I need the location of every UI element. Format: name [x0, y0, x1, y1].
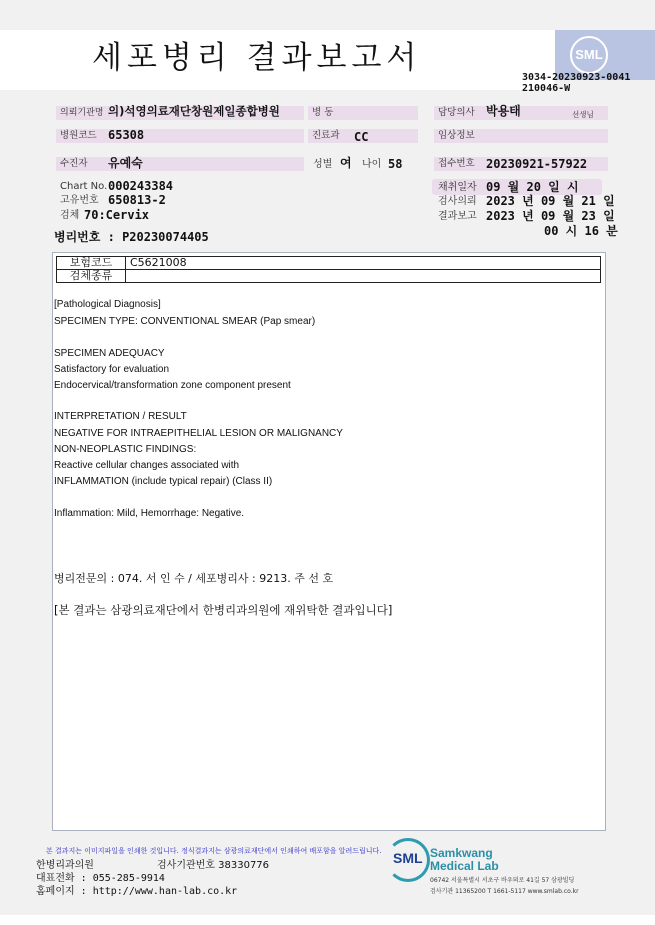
report-line: Satisfactory for evaluation — [54, 364, 170, 375]
specimen-value: 70:Cervix — [84, 208, 150, 222]
specialists-line: 병리전문의 : 074. 서 인 수 / 세포병리사 : 9213. 주 선 호 — [54, 572, 334, 585]
client-label: 의뢰기관명 — [60, 108, 104, 118]
report-line: NON-NEOPLASTIC FINDINGS: — [54, 444, 197, 455]
report-code — [522, 72, 630, 94]
report-code-line-2: 210046-W — [522, 83, 571, 94]
client-value: 의)석영의료재단창원제일종합병원 — [108, 104, 280, 118]
report-title: 세포병리 결과보고서 — [92, 40, 422, 76]
hospital-code-label: 병원코드 — [56, 129, 304, 143]
department-value: CC — [354, 130, 369, 144]
insurance-code-label: 보험코드 — [57, 257, 126, 270]
lab-name: Samkwang Medical Lab — [430, 846, 499, 873]
collected-label: 채취일자 — [438, 182, 477, 193]
doctor-suffix: 선생님 — [572, 110, 594, 119]
patient-label: 수진자 — [56, 157, 304, 171]
report-line: INTERPRETATION / RESULT — [54, 411, 187, 422]
footer-homepage: 홈페이지 : http://www.han-lab.co.kr — [36, 886, 238, 897]
pathology-no-label: 병리번호 : — [54, 230, 115, 244]
report-line: SPECIMEN TYPE: CONVENTIONAL SMEAR (Pap smear) — [54, 316, 316, 327]
report-line: INFLAMMATION (include typical repair) (Class II) — [54, 476, 273, 487]
doctor-value: 박용태 — [486, 104, 521, 118]
clinical-info-label: 임상정보 — [434, 129, 608, 143]
receipt-no-label: 접수번호 — [434, 157, 608, 171]
age-value: 58 — [388, 157, 403, 171]
insurance-code-value: C5621008 — [126, 257, 601, 270]
hospital-code-value: 65308 — [108, 128, 145, 142]
footer-notice: 본 결과지는 이미지파일을 인쇄한 것입니다. 정식결과지는 삼광의료재단에서 인쇄하여 배포함을 알려드립니다. — [46, 847, 382, 855]
footer-phone: 대표전화 : 055-285-9914 — [36, 873, 165, 884]
reported-value: 2023 년 09 월 23 일 — [486, 209, 615, 223]
lab-contact: 검사기관 11365200 T 1661-5117 www.smlab.co.kr — [430, 888, 579, 895]
reported-label: 결과보고 — [438, 211, 477, 222]
lab-address: 06742 서울특별시 서초구 바우뫼로 41길 57 삼광빌딩 — [430, 877, 575, 884]
report-code-line-1: 3034-20230923-0041 — [522, 72, 631, 83]
report-line: Reactive cellular changes associated with — [54, 460, 240, 471]
sex-label: 성별 — [313, 159, 333, 170]
age-label: 나이 — [362, 159, 382, 170]
specimen-type-value — [126, 270, 601, 283]
specimen-label: 검체 — [60, 210, 80, 221]
clinic-name: 한병리과의원 — [36, 860, 94, 871]
report-line: [Pathological Diagnosis] — [54, 299, 161, 310]
insurance-code-row — [57, 257, 601, 270]
requested-value: 2023 년 09 월 21 일 — [486, 194, 615, 208]
report-line: Inflammation: Mild, Hemorrhage: Negative. — [54, 508, 245, 519]
doctor-label: 담당의사 — [434, 106, 608, 120]
pathology-no-value: P20230074405 — [122, 230, 209, 244]
consignment-note: [본 결과는 삼광의료재단에서 한병리과의원에 재위탁한 결과입니다] — [54, 603, 393, 617]
collected-value: 09 월 20 일 시 — [486, 180, 579, 194]
ward-label: 병 동 — [308, 106, 418, 120]
requested-label: 검사의뢰 — [438, 196, 477, 207]
chart-no-label: Chart No. — [60, 181, 108, 192]
id-no-value: 650813-2 — [108, 193, 166, 207]
report-line: Endocervical/transformation zone component present — [54, 380, 291, 391]
chart-no-value: 000243384 — [108, 179, 174, 193]
reported-time: 00 시 16 분 — [544, 224, 618, 238]
report-line: NEGATIVE FOR INTRAEPITHELIAL LESION OR MALIGNANCY — [54, 428, 343, 439]
samkwang-logo-text: SML — [393, 850, 423, 866]
patient-value: 유예숙 — [108, 156, 143, 170]
receipt-no-value: 20230921-57922 — [486, 157, 588, 171]
id-no-label: 고유번호 — [60, 195, 99, 206]
department-label: 진료과 — [308, 129, 418, 143]
pathology-no — [54, 230, 209, 244]
sex-value: 여 — [340, 156, 352, 170]
report-line: SPECIMEN ADEQUACY — [54, 348, 165, 359]
specimen-type-row — [57, 270, 601, 283]
report-body-box — [52, 252, 606, 831]
code-table — [56, 256, 601, 283]
specimen-type-label: 검체종류 — [57, 270, 126, 283]
institution-no: 검사기관번호 38330776 — [157, 860, 270, 871]
sml-logo-icon: SML — [570, 36, 608, 74]
